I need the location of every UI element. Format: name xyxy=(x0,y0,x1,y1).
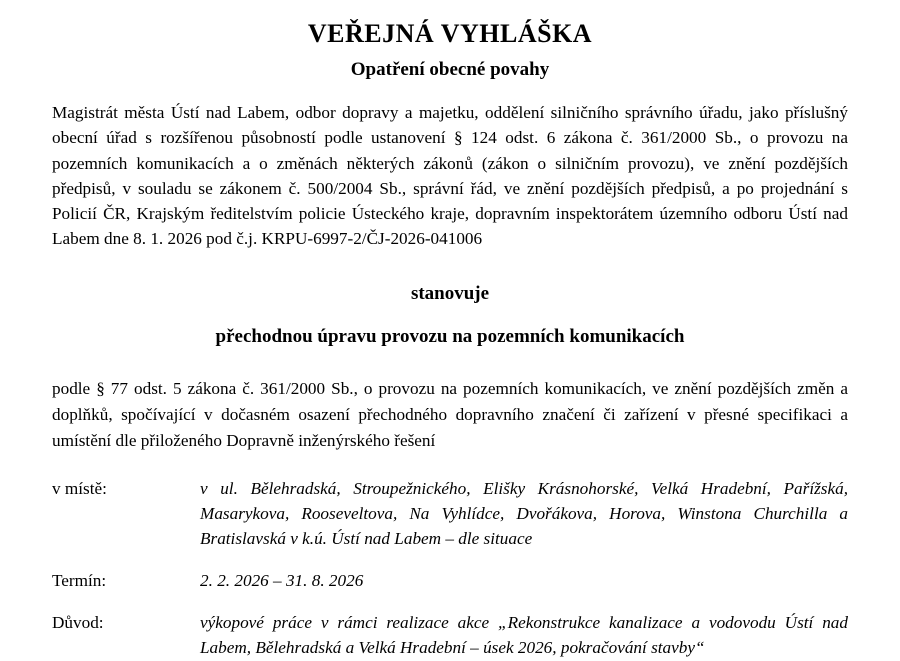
field-row xyxy=(52,569,848,594)
intro-paragraph: Magistrát města Ústí nad Labem, odbor dopravy a majetku, oddělení silničního správního úřadu, jako příslušný obecní úřad s rozšířenou působností podle ustanovení § 124 odst. 6 zákona č. 361/2000 Sb., o provozu na pozemních komunikacích a o změnách některých zákonů (zákon o silničním provozu), ve znění pozdějších předpisů, v souladu se zákonem č. 500/2004 Sb., správní řád, ve znění pozdějších předpisů, a po projednání s Policií ČR, Krajským ředitelstvím policie Ústeckého kraje, dopravním inspektorátem územního odboru Ústí nad Labem dne 8. 1. 2026 pod č.j. KRPU-6997-2/ČJ-2026-041006 xyxy=(52,102,848,249)
field-value-reason: výkopové práce v rámci realizace akce „Rekonstrukce kanalizace a vodovodu Ústí nad Labem, Bělehradská a Velká Hradební – úsek 2026, pokračování stavby“ xyxy=(200,613,848,658)
field-value-term: 2. 2. 2026 – 31. 8. 2026 xyxy=(200,571,364,591)
legal-basis-paragraph: podle § 77 odst. 5 zákona č. 361/2000 Sb., o provozu na pozemních komunikacích, ve znění pozdějších změn a doplňků, spočívající v dočasném osazení přechodného dopravního značení či zařízení v přesné specifikaci a umístění dle přiloženého Dopravně inženýrského řešení xyxy=(52,379,848,450)
field-value-location: v ul. Bělehradská, Stroupežnického, Elišky Krásnohorské, Velká Hradební, Pařížská, Masarykova, Rooseveltova, Na Vyhlídce, Dvořákova, Horova, Winstona Churchilla a Bratislavská v k.ú. Ústí nad Labem – dle situace xyxy=(200,479,848,549)
field-label-location: v místě: xyxy=(52,479,107,499)
detail-fields xyxy=(52,477,848,661)
page-subtitle: Opatření obecné povahy xyxy=(350,59,550,81)
declaration-heading: stanovuje xyxy=(410,282,490,304)
field-row xyxy=(52,611,848,661)
field-label-reason: Důvod: xyxy=(52,613,104,633)
page-title: VEŘEJNÁ VYHLÁŠKA xyxy=(307,19,593,48)
field-row xyxy=(52,477,848,552)
declaration-subject: přechodnou úpravu provozu na pozemních komunikacích xyxy=(215,326,685,348)
field-label-term: Termín: xyxy=(52,571,107,591)
